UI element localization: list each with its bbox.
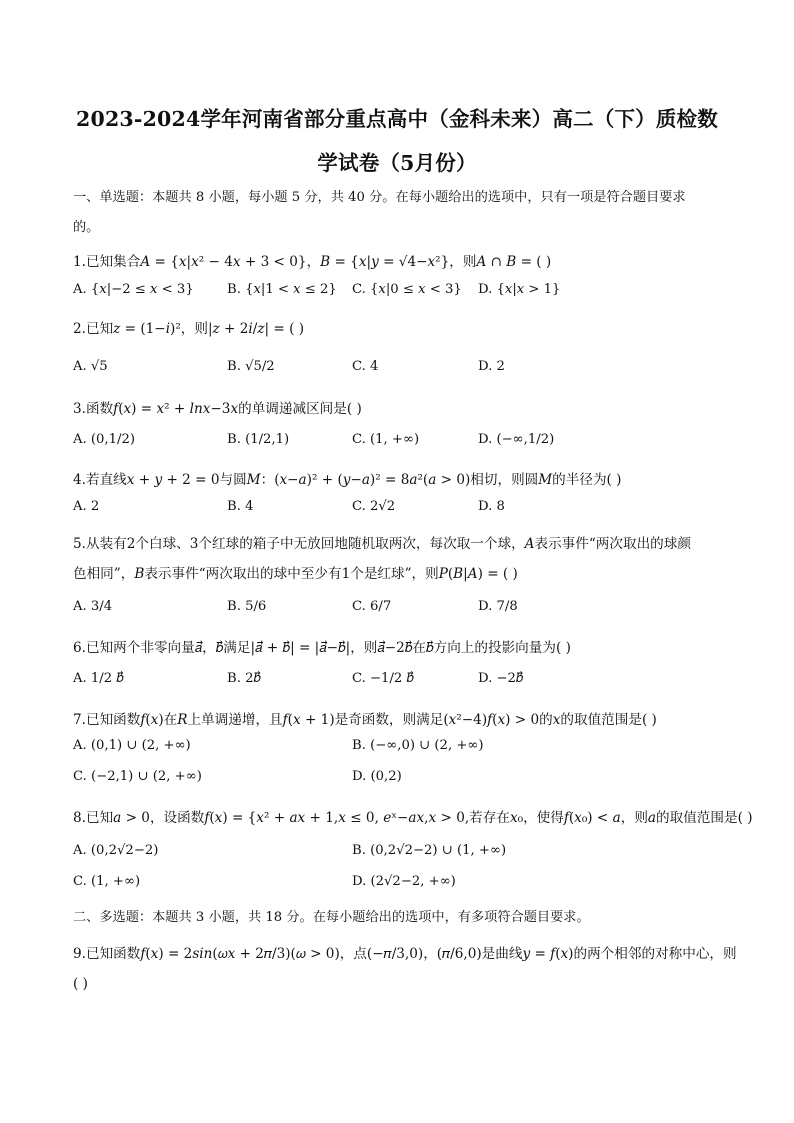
question-3-option-b: B. (1/2,1) [227,432,290,447]
question-6-option-a: A. 1/2 𝑏⃗ [73,671,124,686]
question-7-option-b: B. (−∞,0) ∪ (2, +∞) [352,738,484,753]
question-2-option-d: D. 2 [478,359,505,374]
question-1-option-a: A. {𝑥|−2 ≤ 𝑥 < 3} [73,282,194,297]
question-8-option-c: C. (1, +∞) [73,874,141,889]
question-8-option-d: D. (2√2−2, +∞) [352,874,456,889]
question-9-stem: 9.已知函数𝑓(𝑥) = 2𝑠𝑖𝑛(𝜔𝑥 + 2𝜋/3)(𝜔 > 0)，点(−𝜋/3,0)，(𝜋/6,0)是曲线𝑦 = 𝑓(𝑥)的两个相邻的对称中心，则 [73,946,737,962]
section-single-header: 一、单选题：本题共 8 小题，每小题 5 分，共 40 分。在每小题给出的选项中，只有一项是符合题目要求 [73,190,686,205]
question-1-option-d: D. {𝑥|𝑥 > 1} [478,282,561,297]
exam-title-line-2: 学试卷（5月份） [317,151,477,175]
question-3-option-d: D. (−∞,1/2) [478,432,555,447]
question-6-option-b: B. 2𝑏⃗ [227,671,261,686]
question-8-stem: 8.已知𝑎 > 0，设函数𝑓(𝑥) = {𝑥² + 𝑎𝑥 + 1,𝑥 ≤ 0, 𝑒ˣ−𝑎𝑥,𝑥 > 0,若存在𝑥₀，使得𝑓(𝑥₀) < 𝑎，则𝑎的取值范围是( ) [73,810,753,826]
question-4-option-c: C. 2√2 [352,499,396,514]
question-2-option-a: A. √5 [73,359,108,374]
question-8-option-b: B. (0,2√2−2) ∪ (1, +∞) [352,843,507,858]
question-7-option-d: D. (0,2) [352,769,402,784]
question-5-option-c: C. 6/7 [352,599,392,614]
question-5-option-d: D. 7/8 [478,599,518,614]
question-5-option-a: A. 3/4 [73,599,113,614]
question-6-option-c: C. −1/2 𝑏⃗ [352,671,414,686]
question-4-option-b: B. 4 [227,499,254,514]
question-8-option-a: A. (0,2√2−2) [73,843,159,858]
question-7-stem: 7.已知函数𝑓(𝑥)在𝑅上单调递增，且𝑓(𝑥 + 1)是奇函数，则满足(𝑥²−4)𝑓(𝑥) > 0的𝑥的取值范围是( ) [73,712,657,728]
question-6-stem: 6.已知两个非零向量𝑎⃗，𝑏⃗满足|𝑎⃗ + 𝑏⃗| = |𝑎⃗−𝑏⃗|，则𝑎⃗−2𝑏⃗在𝑏⃗方向上的投影向量为( ) [73,640,571,656]
question-2-stem: 2.已知𝑧 = (1−𝑖)²，则|𝑧 + 2𝑖/𝑧| = ( ) [73,321,305,337]
question-5-stem-cont: 色相同”，𝐵表示事件“两次取出的球中至少有1个是红球”，则𝑃(𝐵|𝐴) = ( ) [73,566,518,582]
question-4-stem: 4.若直线𝑥 + 𝑦 + 2 = 0与圆𝑀：(𝑥−𝑎)² + (𝑦−𝑎)² = 8𝑎²(𝑎 > 0)相切，则圆𝑀的半径为( ) [73,472,622,488]
question-5-option-b: B. 5/6 [227,599,267,614]
question-2-option-c: C. 4 [352,359,379,374]
question-1-option-b: B. {𝑥|1 < 𝑥 ≤ 2} [227,282,337,297]
question-3-option-c: C. (1, +∞) [352,432,420,447]
question-9-stem-cont: ( ) [73,976,88,992]
section-multi-header: 二、多选题：本题共 3 小题，共 18 分。在每小题给出的选项中，有多项符合题目要求。 [73,910,590,925]
question-7-option-a: A. (0,1) ∪ (2, +∞) [73,738,191,753]
question-5-stem: 5.从装有2个白球、3个红球的箱子中无放回地随机取两次，每次取一个球，𝐴表示事件“两次取出的球颜 [73,536,691,552]
question-4-option-d: D. 8 [478,499,505,514]
question-7-option-c: C. (−2,1) ∪ (2, +∞) [73,769,202,784]
question-1-option-c: C. {𝑥|0 ≤ 𝑥 < 3} [352,282,462,297]
section-single-header-cont: 的。 [73,220,100,235]
question-6-option-d: D. −2𝑏⃗ [478,671,524,686]
question-2-option-b: B. √5/2 [227,359,275,374]
question-3-stem: 3.函数𝑓(𝑥) = 𝑥² + 𝑙𝑛𝑥−3𝑥的单调递减区间是( ) [73,401,362,417]
question-3-option-a: A. (0,1/2) [73,432,136,447]
question-1-stem: 1.已知集合𝐴 = {𝑥|𝑥² − 4𝑥 + 3 < 0}，𝐵 = {𝑥|𝑦 = √4−𝑥²}，则𝐴 ∩ 𝐵 = ( ) [73,254,552,270]
question-4-option-a: A. 2 [73,499,100,514]
exam-title-line-1: 2023-2024学年河南省部分重点高中（金科未来）高二（下）质检数 [76,107,718,131]
